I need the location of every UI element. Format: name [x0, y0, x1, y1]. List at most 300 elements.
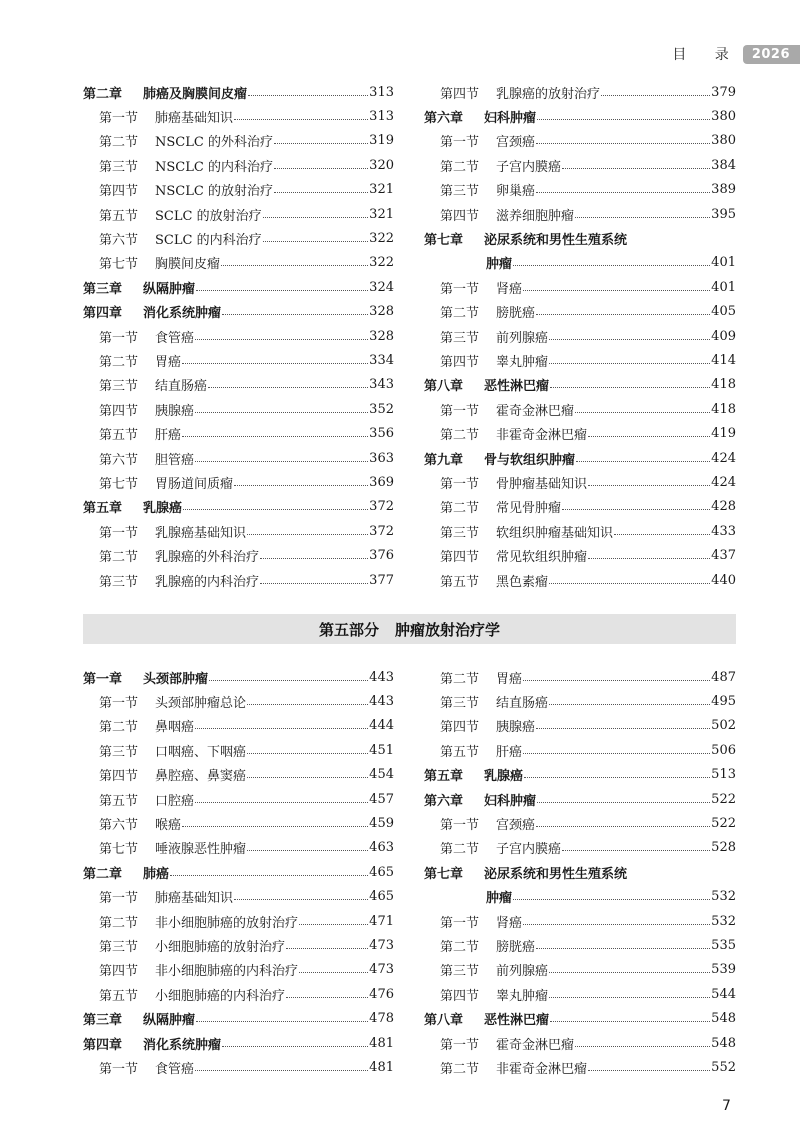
- entry-title: 软组织肿瘤基础知识: [496, 525, 614, 541]
- dot-leader: [588, 485, 710, 486]
- dot-leader: [550, 1021, 710, 1022]
- entry-title: 骨肿瘤基础知识: [496, 476, 588, 492]
- entry-number: 第四节: [440, 720, 480, 736]
- entry-page: 372: [369, 499, 394, 515]
- entry-page: 369: [369, 474, 394, 490]
- entry-title: 肺癌基础知识: [155, 111, 234, 127]
- dot-leader: [209, 680, 368, 681]
- dot-leader: [263, 241, 369, 242]
- entry-page: 465: [369, 864, 394, 880]
- entry-page: 532: [711, 913, 736, 929]
- entry-page: 321: [369, 206, 394, 222]
- entry-title: 前列腺癌: [496, 964, 549, 980]
- entry-title: 食管癌: [155, 1061, 195, 1077]
- toc-chapter-entry: [424, 787, 736, 811]
- toc-section-entry: [83, 470, 394, 494]
- entry-page: 322: [369, 255, 394, 271]
- entry-title: 霍奇金淋巴瘤: [496, 1037, 575, 1053]
- dot-leader: [248, 95, 368, 96]
- dot-leader: [575, 412, 710, 413]
- toc-section-entry: [424, 80, 736, 104]
- toc-column-bottom-left: [83, 665, 394, 1080]
- entry-number: 第七节: [99, 476, 139, 492]
- entry-page: 440: [711, 572, 736, 588]
- entry-number: 第三章: [83, 281, 123, 297]
- entry-page: 424: [711, 450, 736, 466]
- entry-title: 卵巢癌: [496, 184, 536, 200]
- toc-section-entry: [424, 1031, 736, 1055]
- entry-page: 539: [711, 962, 736, 978]
- entry-page: 322: [369, 231, 394, 247]
- entry-page: 418: [711, 401, 736, 417]
- entry-title: 食管癌: [155, 330, 195, 346]
- dot-leader: [195, 802, 368, 803]
- toc-section-entry: [83, 909, 394, 933]
- toc-section-entry: [83, 543, 394, 567]
- entry-page: 313: [369, 84, 394, 100]
- dot-leader: [274, 168, 368, 169]
- entry-page: 380: [711, 133, 736, 149]
- entry-title: 小细胞肺癌的内科治疗: [155, 988, 286, 1004]
- entry-number: 第一节: [440, 915, 480, 931]
- toc-section-entry: [83, 763, 394, 787]
- entry-number: 第六节: [99, 452, 139, 468]
- toc-section-entry: [424, 495, 736, 519]
- dot-leader: [182, 363, 368, 364]
- toc-chapter-entry: [424, 885, 736, 909]
- dot-leader: [182, 826, 368, 827]
- entry-title: 妇科肿瘤: [484, 793, 537, 809]
- entry-title: 喉癌: [155, 818, 182, 834]
- entry-number: 第二节: [99, 550, 139, 566]
- entry-page: 454: [369, 767, 394, 783]
- dot-leader: [195, 461, 368, 462]
- entry-title: 膀胱癌: [496, 306, 536, 322]
- entry-number: 第二节: [440, 842, 480, 858]
- entry-number: 第八章: [424, 379, 464, 395]
- entry-number: 第三节: [99, 744, 139, 760]
- entry-title: 恶性淋巴瘤: [484, 1013, 550, 1029]
- entry-number: 第二节: [99, 354, 139, 370]
- dot-leader: [195, 1070, 368, 1071]
- entry-number: 第一节: [99, 330, 139, 346]
- toc-section-entry: [83, 178, 394, 202]
- toc-section-entry: [83, 982, 394, 1006]
- dot-leader: [562, 509, 710, 510]
- dot-leader: [182, 436, 368, 437]
- entry-title: 常见软组织肿瘤: [496, 550, 588, 566]
- toc-chapter-entry: [424, 860, 736, 884]
- entry-page: 428: [711, 499, 736, 515]
- entry-page: 476: [369, 986, 394, 1002]
- dot-leader: [299, 924, 368, 925]
- entry-title: 头颈部肿瘤总论: [155, 696, 247, 712]
- entry-title: 妇科肿瘤: [484, 111, 537, 127]
- toc-section-entry: [424, 738, 736, 762]
- entry-title: 乳腺癌: [143, 501, 183, 517]
- toc-section-entry: [424, 568, 736, 592]
- entry-page: 443: [369, 669, 394, 685]
- entry-number: 第七章: [424, 233, 464, 249]
- dot-leader: [196, 1021, 368, 1022]
- entry-page: 418: [711, 377, 736, 393]
- entry-title: 胰腺癌: [496, 720, 536, 736]
- entry-title: 膀胱癌: [496, 939, 536, 955]
- dot-leader: [221, 265, 368, 266]
- entry-page: 356: [369, 426, 394, 442]
- entry-number: 第五节: [99, 428, 139, 444]
- entry-number: 第四节: [99, 769, 139, 785]
- entry-page: 465: [369, 889, 394, 905]
- toc-section-entry: [83, 738, 394, 762]
- entry-title: 口咽癌、下咽癌: [155, 744, 247, 760]
- dot-leader: [208, 387, 368, 388]
- entry-number: 第七节: [99, 257, 139, 273]
- toc-section-entry: [424, 1055, 736, 1079]
- dot-leader: [576, 461, 710, 462]
- toc-section-entry: [424, 178, 736, 202]
- entry-title: 胃癌: [496, 671, 523, 687]
- entry-title: SCLC 的内科治疗: [155, 233, 262, 249]
- dot-leader: [234, 899, 368, 900]
- entry-number: 第五节: [440, 574, 480, 590]
- dot-leader: [286, 997, 368, 998]
- dot-leader: [195, 339, 368, 340]
- toc-section-entry: [83, 689, 394, 713]
- dot-leader: [299, 972, 368, 973]
- entry-page: 532: [711, 889, 736, 905]
- entry-title: 纵隔肿瘤: [143, 1013, 196, 1029]
- entry-title: 恶性淋巴瘤: [484, 379, 550, 395]
- dot-leader: [274, 192, 368, 193]
- entry-number: 第五节: [99, 988, 139, 1004]
- entry-number: 第三节: [440, 184, 480, 200]
- dot-leader: [247, 753, 368, 754]
- entry-page: 522: [711, 791, 736, 807]
- entry-title: NSCLC 的外科治疗: [155, 135, 273, 151]
- entry-number: 第一节: [440, 403, 480, 419]
- entry-page: 481: [369, 1035, 394, 1051]
- entry-page: 405: [711, 304, 736, 320]
- entry-number: 第五节: [440, 744, 480, 760]
- entry-number: 第一节: [99, 1061, 139, 1077]
- entry-page: 471: [369, 913, 394, 929]
- entry-number: 第三节: [440, 696, 480, 712]
- entry-title: 泌尿系统和男性生殖系统: [484, 866, 628, 882]
- entry-page: 433: [711, 523, 736, 539]
- entry-page: 544: [711, 986, 736, 1002]
- entry-number: 第五章: [83, 501, 123, 517]
- entry-number: 第四节: [440, 86, 480, 102]
- entry-title: 非小细胞肺癌的内科治疗: [155, 964, 299, 980]
- toc-section-entry: [83, 251, 394, 275]
- toc-section-entry: [83, 397, 394, 421]
- dot-leader: [513, 265, 710, 266]
- toc-section-entry: [424, 909, 736, 933]
- toc-section-entry: [424, 836, 736, 860]
- toc-section-entry: [83, 129, 394, 153]
- entry-title: 睾丸肿瘤: [496, 354, 549, 370]
- toc-section-entry: [83, 1055, 394, 1079]
- toc-section-entry: [424, 421, 736, 445]
- entry-number: 第二节: [99, 915, 139, 931]
- toc-section-entry: [424, 958, 736, 982]
- toc-chapter-entry: [83, 80, 394, 104]
- toc-chapter-entry: [83, 1031, 394, 1055]
- dot-leader: [260, 583, 368, 584]
- entry-page: 343: [369, 377, 394, 393]
- entry-page: 380: [711, 109, 736, 125]
- entry-title: 非霍奇金淋巴瘤: [496, 1061, 588, 1077]
- entry-page: 409: [711, 328, 736, 344]
- toc-chapter-entry: [83, 1006, 394, 1030]
- dot-leader: [196, 290, 368, 291]
- part-number: 第五部分: [318, 620, 379, 639]
- entry-page: 444: [369, 718, 394, 734]
- entry-number: 第四节: [440, 354, 480, 370]
- header-title: 目 录: [672, 47, 741, 63]
- entry-title: 胃癌: [155, 354, 182, 370]
- entry-title: 睾丸肿瘤: [496, 988, 549, 1004]
- entry-number: 第六章: [424, 111, 464, 127]
- entry-page: 522: [711, 816, 736, 832]
- dot-leader: [234, 119, 368, 120]
- dot-leader: [614, 534, 710, 535]
- toc-section-entry: [83, 421, 394, 445]
- dot-leader: [536, 948, 710, 949]
- dot-leader: [523, 680, 710, 681]
- entry-title: 胸膜间皮瘤: [155, 257, 221, 273]
- dot-leader: [222, 1046, 368, 1047]
- entry-page: 481: [369, 1059, 394, 1075]
- entry-title: 胰腺癌: [155, 403, 195, 419]
- dot-leader: [234, 485, 368, 486]
- entry-number: 第四章: [83, 306, 123, 322]
- toc-section-entry: [424, 348, 736, 372]
- entry-number: 第三节: [99, 939, 139, 955]
- entry-number: 第五节: [99, 793, 139, 809]
- running-header: [672, 44, 800, 64]
- entry-page: 401: [711, 279, 736, 295]
- toc-section-entry: [83, 568, 394, 592]
- entry-page: 319: [369, 133, 394, 149]
- entry-title: NSCLC 的内科治疗: [155, 159, 273, 175]
- entry-page: 548: [711, 1035, 736, 1051]
- toc-chapter-entry: [424, 1006, 736, 1030]
- entry-title: 肺癌基础知识: [155, 891, 234, 907]
- entry-number: 第九章: [424, 452, 464, 468]
- entry-page: 463: [369, 840, 394, 856]
- entry-title: 滋养细胞肿瘤: [496, 208, 575, 224]
- entry-number: 第三章: [83, 1013, 123, 1029]
- dot-leader: [549, 339, 710, 340]
- toc-section-entry: [424, 300, 736, 324]
- entry-number: 第二节: [99, 720, 139, 736]
- toc-column-top-right: [424, 80, 736, 592]
- toc-chapter-entry: [424, 104, 736, 128]
- dot-leader: [247, 850, 368, 851]
- toc-chapter-entry: [83, 860, 394, 884]
- entry-number: 第四节: [99, 964, 139, 980]
- toc-section-entry: [424, 665, 736, 689]
- entry-page: 377: [369, 572, 394, 588]
- toc-chapter-entry: [83, 300, 394, 324]
- entry-title: 前列腺癌: [496, 330, 549, 346]
- dot-leader: [549, 363, 710, 364]
- entry-title: 乳腺癌的外科治疗: [155, 550, 260, 566]
- dot-leader: [549, 704, 710, 705]
- toc-section-entry: [83, 836, 394, 860]
- toc-section-entry: [424, 543, 736, 567]
- entry-number: 第一节: [99, 891, 139, 907]
- dot-leader: [550, 387, 710, 388]
- dot-leader: [549, 583, 710, 584]
- entry-number: 第三节: [99, 159, 139, 175]
- toc-section-entry: [83, 958, 394, 982]
- part-title: 肿瘤放射治疗学: [395, 620, 501, 639]
- entry-title: 结直肠癌: [155, 379, 208, 395]
- toc-chapter-entry: [83, 665, 394, 689]
- entry-page: 401: [711, 255, 736, 271]
- toc-section-entry: [83, 446, 394, 470]
- entry-page: 414: [711, 352, 736, 368]
- entry-title: 头颈部肿瘤: [143, 671, 209, 687]
- dot-leader: [247, 704, 368, 705]
- toc-section-entry: [83, 885, 394, 909]
- entry-page: 528: [711, 840, 736, 856]
- entry-number: 第三节: [440, 525, 480, 541]
- dot-leader: [263, 217, 369, 218]
- entry-number: 第四节: [440, 550, 480, 566]
- entry-number: 第一节: [440, 281, 480, 297]
- entry-number: 第七章: [424, 866, 464, 882]
- toc-section-entry: [424, 153, 736, 177]
- toc-chapter-entry: [424, 251, 736, 275]
- entry-title: 宫颈癌: [496, 818, 536, 834]
- entry-title: 消化系统肿瘤: [143, 306, 222, 322]
- entry-number: 第二节: [440, 1061, 480, 1077]
- dot-leader: [575, 1046, 710, 1047]
- entry-page: 334: [369, 352, 394, 368]
- dot-leader: [523, 753, 710, 754]
- entry-page: 328: [369, 328, 394, 344]
- entry-page: 320: [369, 157, 394, 173]
- entry-title: 唾液腺恶性肿瘤: [155, 842, 247, 858]
- entry-number: 第四节: [99, 184, 139, 200]
- entry-title: 肾癌: [496, 281, 523, 297]
- entry-title: 骨与软组织肿瘤: [484, 452, 576, 468]
- toc-section-entry: [424, 324, 736, 348]
- entry-title: 乳腺癌的内科治疗: [155, 574, 260, 590]
- entry-title: 子宫内膜癌: [496, 159, 562, 175]
- toc-section-entry: [83, 787, 394, 811]
- toc-section-entry: [424, 811, 736, 835]
- toc-section-entry: [424, 982, 736, 1006]
- toc-section-entry: [424, 129, 736, 153]
- entry-number: 第二节: [440, 501, 480, 517]
- entry-number: 第三节: [99, 574, 139, 590]
- entry-number: 第二节: [440, 939, 480, 955]
- page-number: 7: [722, 1098, 731, 1114]
- toc-section-entry: [83, 373, 394, 397]
- entry-page: 395: [711, 206, 736, 222]
- entry-number: 第六章: [424, 793, 464, 809]
- entry-page: 535: [711, 937, 736, 953]
- entry-title: 鼻腔癌、鼻窦癌: [155, 769, 247, 785]
- entry-number: 第二节: [440, 159, 480, 175]
- entry-title: 肿瘤: [486, 257, 513, 273]
- entry-page: 352: [369, 401, 394, 417]
- entry-title: 胆管癌: [155, 452, 195, 468]
- entry-number: 第三节: [440, 964, 480, 980]
- year-badge: 2026: [743, 45, 800, 64]
- toc-section-entry: [83, 933, 394, 957]
- entry-number: 第四节: [440, 208, 480, 224]
- dot-leader: [260, 558, 368, 559]
- toc-chapter-entry: [424, 763, 736, 787]
- entry-number: 第三节: [440, 330, 480, 346]
- dot-leader: [536, 728, 710, 729]
- entry-title: 黑色素瘤: [496, 574, 549, 590]
- dot-leader: [537, 802, 710, 803]
- entry-page: 495: [711, 694, 736, 710]
- entry-page: 379: [711, 84, 736, 100]
- entry-page: 321: [369, 182, 394, 198]
- entry-number: 第一节: [99, 696, 139, 712]
- toc-section-entry: [424, 275, 736, 299]
- entry-number: 第三节: [99, 379, 139, 395]
- entry-page: 384: [711, 157, 736, 173]
- toc-chapter-entry: [424, 446, 736, 470]
- entry-page: 363: [369, 450, 394, 466]
- toc-section-entry: [424, 470, 736, 494]
- entry-page: 478: [369, 1011, 394, 1027]
- entry-number: 第一节: [440, 135, 480, 151]
- dot-leader: [195, 728, 368, 729]
- entry-number: 第一节: [99, 111, 139, 127]
- dot-leader: [274, 143, 368, 144]
- entry-number: 第二节: [440, 306, 480, 322]
- entry-number: 第四章: [83, 1037, 123, 1053]
- toc-section-entry: [424, 933, 736, 957]
- toc-chapter-entry: [424, 226, 736, 250]
- dot-leader: [523, 290, 710, 291]
- dot-leader: [247, 534, 368, 535]
- entry-number: 第一节: [440, 1037, 480, 1053]
- dot-leader: [170, 875, 368, 876]
- entry-title: 鼻咽癌: [155, 720, 195, 736]
- dot-leader: [601, 95, 710, 96]
- entry-title: 非霍奇金淋巴瘤: [496, 428, 588, 444]
- entry-title: SCLC 的放射治疗: [155, 208, 262, 224]
- dot-leader: [513, 899, 710, 900]
- entry-page: 473: [369, 937, 394, 953]
- entry-title: 乳腺癌基础知识: [155, 525, 247, 541]
- dot-leader: [536, 143, 710, 144]
- entry-number: 第四节: [99, 403, 139, 419]
- entry-page: 506: [711, 742, 736, 758]
- toc-section-entry: [424, 397, 736, 421]
- toc-section-entry: [424, 519, 736, 543]
- entry-page: 376: [369, 548, 394, 564]
- entry-title: 乳腺癌: [484, 769, 524, 785]
- toc-section-entry: [424, 714, 736, 738]
- toc-section-entry: [83, 519, 394, 543]
- entry-page: 473: [369, 962, 394, 978]
- entry-title: 纵隔肿瘤: [143, 281, 196, 297]
- dot-leader: [523, 924, 710, 925]
- toc-section-entry: [83, 811, 394, 835]
